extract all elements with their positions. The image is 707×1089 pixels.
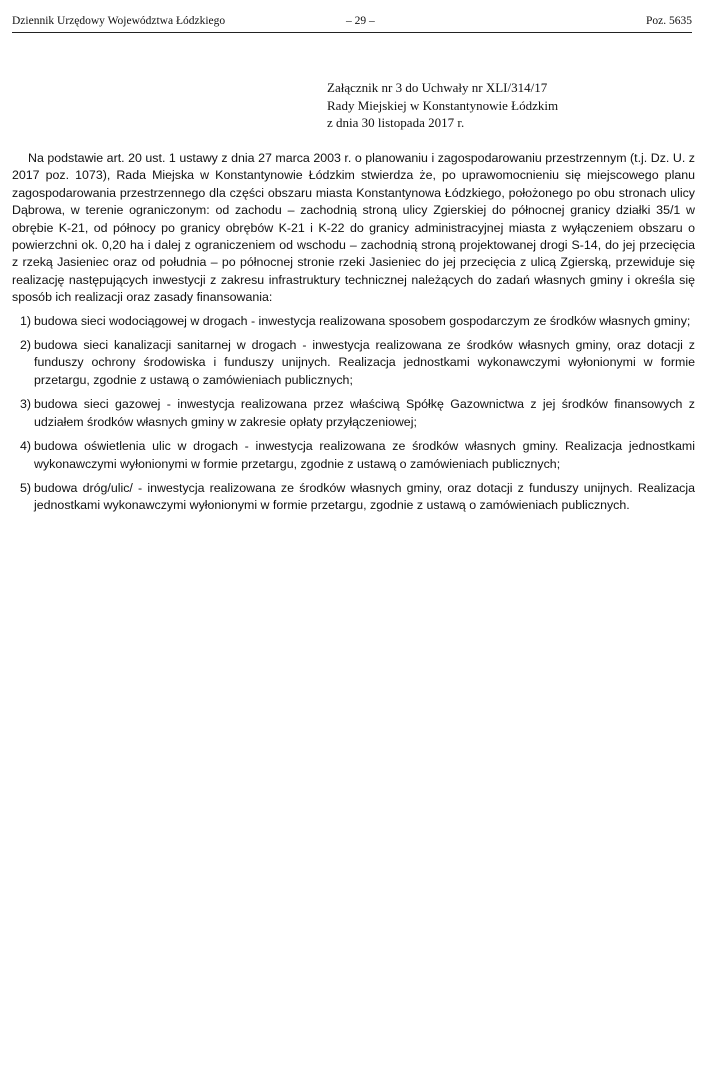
list-item-number: 1) [20, 313, 32, 328]
list-item-number: 3) [20, 397, 32, 412]
journal-title: Dziennik Urzędowy Województwa Łódzkiego [12, 15, 226, 27]
list-item-number: 4) [20, 439, 32, 454]
page-header [12, 14, 692, 33]
annex-line-1: Załącznik nr 3 do Uchwały nr XLI/314/17 [327, 80, 548, 95]
list-item-text: budowa sieci wodociągowej w drogach - inwestycja realizowana sposobem gospodarczym ze środków własnych gminy; [34, 313, 691, 328]
investment-list [12, 313, 695, 515]
list-item-number: 2) [20, 338, 32, 353]
list-item-number: 5) [20, 480, 32, 495]
page-number: – 29 – [346, 15, 375, 27]
list-item [12, 396, 695, 431]
list-item [12, 313, 695, 330]
list-item-text: budowa oświetlenia ulic w drogach - inwestycja realizowana ze środków własnych gminy. Realizacja jednostkami wykonawczymi wyłonionymi w formie przetargu, zgodnie z ustawą o zamówieniach publicznych; [34, 439, 695, 471]
annex-line-2: Rady Miejskiej w Konstantynowie Łódzkim [327, 97, 559, 113]
list-item [12, 438, 695, 473]
intro-paragraph: Na podstawie art. 20 ust. 1 ustawy z dnia 27 marca 2003 r. o planowaniu i zagospodarowaniu przestrzennym (t.j. Dz. U. z 2017 poz. 1073), Rada Miejska w Konstantynowie Łódzkim stwierdza że, po uprawomocnieniu się miejscowego planu zagospodarowania przestrzennego dla części obszaru miasta Konstantynowa Łódzkiego, położonego po obu stronach ulicy Dąbrowa, w terenie ograniczonym: od zachodu – zachodnią stroną ulicy Zgierskiej do północnej granicy działki 35/1 w obrębie K-21, od północy po granicy obrębów K-21 i K-22 do granicy administracyjnej miasta z wyłączeniem obszaru o powierzchni ok. 0,20 ha i dalej z ograniczeniem od wschodu – zachodnią stroną projektowanej drogi S-14, do jej przecięcia z rzeką Jasieniec oraz od południa – po północnej stronie rzeki Jasieniec do jej przecięcia z ulicą Zgierską, przewiduje się realizację następujących inwestycji z zakresu infrastruktury technicznej należących do zadań własnych gminy i określa się sposób ich realizacji oraz zasady finansowania: [12, 151, 695, 305]
list-item-text: budowa sieci gazowej - inwestycja realizowana przez właściwą Spółkę Gazownictwa z jej środków finansowych z udziałem środków własnych gminy w zakresie opłaty przyłączeniowej; [34, 397, 695, 429]
list-item-text: budowa sieci kanalizacji sanitarnej w drogach - inwestycja realizowana ze środków własnych gminy, oraz dotacji z funduszy ochrony środowiska i funduszy unijnych. Realizacja jednostkami wykonawczymi wyłonionymi w formie przetargu, zgodnie z ustawą o zamówieniach publicznych; [34, 338, 695, 387]
document-body [12, 150, 695, 522]
list-item [12, 480, 695, 515]
list-item-text: budowa dróg/ulic/ - inwestycja realizowana ze środków własnych gminy, oraz dotacji z funduszy unijnych. Realizacja jednostkami wykonawczymi wyłonionymi w formie przetargu, zgodnie z ustawą o zamówieniach publicznych. [34, 480, 695, 513]
annex-line-3: z dnia 30 listopada 2017 r. [327, 115, 465, 130]
position-number: Poz. 5635 [646, 15, 692, 27]
annex-reference [327, 79, 558, 132]
list-item [12, 337, 695, 389]
